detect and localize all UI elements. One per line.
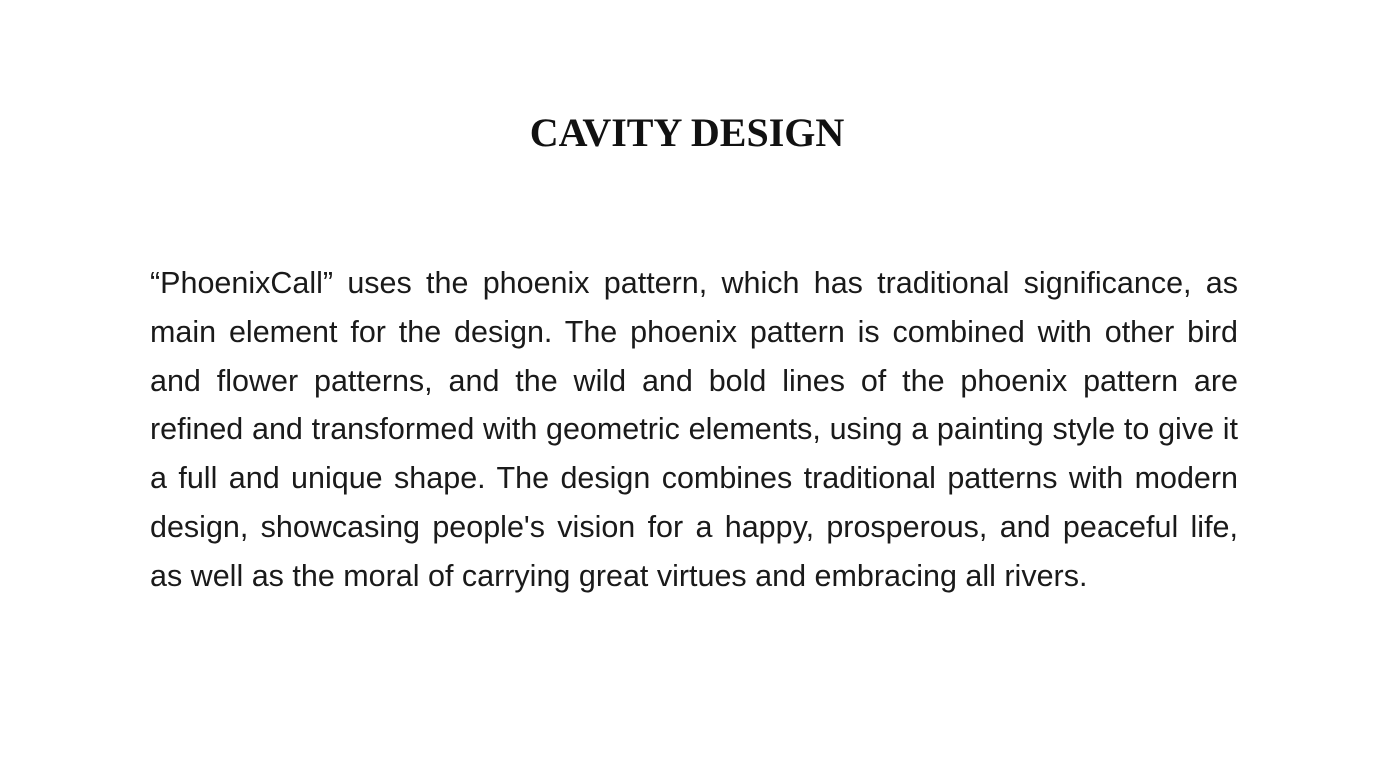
section-title: CAVITY DESIGN	[529, 110, 845, 155]
description-paragraph: “PhoenixCall” uses the phoenix pattern, which has traditional significance, as main element for the design. The phoenix pattern is combined with other bird and flower patterns, and the wild and bold lines of the phoenix pattern are refined and transformed with geometric elements, using a painting style to give it a full and unique shape. The design combines traditional patterns with modern design, showcasing people's vision for a happy, prosperous, and peaceful life, as well as the moral of carrying great virtues and embracing all rivers.	[150, 266, 1238, 593]
